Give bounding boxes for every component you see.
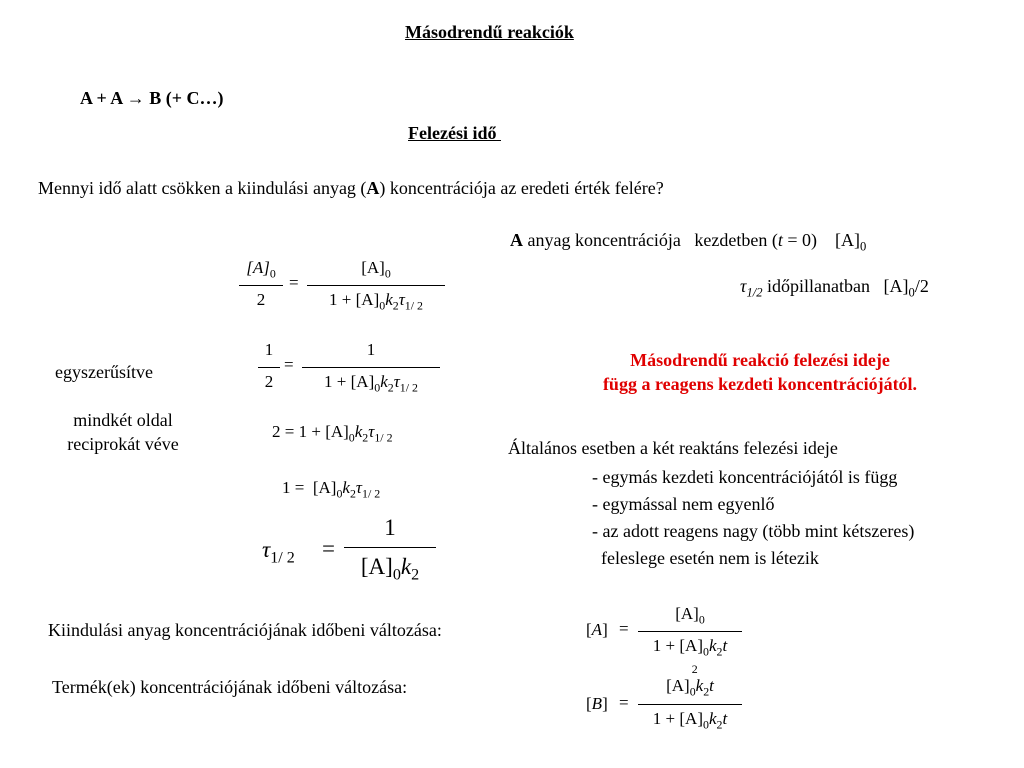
eq2-equals: = bbox=[284, 355, 294, 374]
eq1-rhs-sub: 0 bbox=[384, 266, 391, 281]
eq7-squared: 2 bbox=[691, 662, 698, 676]
question-bold: A bbox=[366, 178, 380, 198]
info-line-2 bbox=[740, 276, 929, 301]
eq1-plus: + bbox=[341, 290, 352, 309]
eq2-tau: τ bbox=[393, 372, 400, 391]
eq3-one: 1 bbox=[298, 422, 308, 441]
eq6-a0: [A] bbox=[679, 636, 703, 655]
eq3-tau: τ bbox=[368, 422, 375, 441]
eq5-k-sub: 2 bbox=[411, 566, 420, 584]
eq1-a0-sub: 0 bbox=[379, 298, 386, 313]
general-heading: Általános esetben a két reaktáns felezési ideje bbox=[508, 438, 838, 458]
general-item: - egymás kezdeti koncentrációjától is függ bbox=[592, 467, 898, 487]
info-line2-end: /2 bbox=[914, 276, 929, 296]
general-item: feleslege esetén nem is létezik bbox=[592, 548, 819, 568]
eq7-one: 1 bbox=[652, 709, 662, 728]
eq3-two: 2 bbox=[272, 422, 281, 441]
eq3-tau-sub: 1/ 2 bbox=[374, 430, 393, 445]
eq3-k: k bbox=[354, 422, 363, 441]
eq3-a0: [A] bbox=[325, 422, 349, 441]
red-line-1: Másodrendű reakció felezési ideje bbox=[630, 350, 890, 370]
info-t: t bbox=[777, 230, 783, 250]
eq2-a0-sub: 0 bbox=[374, 380, 381, 395]
eq2-k-sub: 2 bbox=[387, 380, 394, 395]
eq3-k-sub: 2 bbox=[362, 430, 369, 445]
label-reciprocal-2: reciprokát véve bbox=[67, 434, 179, 454]
eq1-tau-sub: 1/ 2 bbox=[404, 298, 423, 313]
eq1-rhs-num: [A] bbox=[361, 258, 385, 277]
eq1-den: 2 bbox=[256, 290, 266, 309]
eq2-tau-sub: 1/ 2 bbox=[399, 380, 418, 395]
info-line2-sub: 0 bbox=[908, 285, 915, 300]
eq6-num: [A] bbox=[675, 604, 699, 623]
eq7-k-sub: 2 bbox=[716, 717, 723, 732]
eq4-a0-sub: 0 bbox=[336, 486, 343, 501]
question-post: ) koncentrációja az eredeti érték felére? bbox=[379, 178, 664, 198]
eq2-k: k bbox=[380, 372, 388, 391]
equation-6: [A] = $[A]_0$ $1 + [A]_0k_2t$ bbox=[586, 602, 751, 662]
eq4-tau: τ bbox=[355, 478, 362, 497]
question-pre: Mennyi idő alatt csökken a kiindulási anyag ( bbox=[38, 178, 367, 198]
subtitle-text: Felezési idő bbox=[408, 123, 497, 143]
section-subtitle bbox=[408, 123, 501, 144]
label-reciprocal-1: mindkét oldal bbox=[73, 410, 173, 430]
eq5-tau: τ bbox=[262, 537, 271, 562]
eq6-k-sub: 2 bbox=[716, 644, 723, 659]
eq7-num-t: t bbox=[709, 676, 714, 695]
eq3-a0-sub: 0 bbox=[348, 430, 355, 445]
eq4-k-sub: 2 bbox=[349, 486, 356, 501]
eq7-equals: = bbox=[619, 693, 629, 712]
info-line1-text: anyag koncentrációja kezdetben ( bbox=[523, 230, 778, 250]
eq1-k-sub: 2 bbox=[392, 298, 399, 313]
eq1-one: 1 bbox=[329, 290, 338, 309]
eq2-num: 1 bbox=[264, 340, 274, 359]
equation-1 bbox=[235, 256, 450, 316]
red-statement bbox=[545, 348, 975, 396]
eq5-equals: = bbox=[322, 536, 335, 561]
red-line-2: függ a reagens kezdeti koncentrációjától. bbox=[602, 374, 918, 394]
label-reciprocal bbox=[48, 408, 198, 456]
product-label: Termék(ek) koncentrációjának időbeni változása: bbox=[52, 677, 408, 697]
eq7-k: k bbox=[708, 709, 717, 728]
eq4-k: k bbox=[342, 478, 350, 497]
info-line-1 bbox=[510, 230, 866, 255]
eq7-plus: + bbox=[665, 709, 676, 728]
info-line2-text: időpillanatban [A] bbox=[762, 276, 909, 296]
eq1-num-a: [A] bbox=[246, 258, 270, 277]
eq2-plus: + bbox=[336, 372, 347, 391]
question bbox=[38, 178, 664, 199]
general-item: - egymással nem egyenlő bbox=[592, 494, 775, 514]
equation-3 bbox=[272, 422, 393, 445]
page-title: Másodrendű reakciók bbox=[405, 22, 574, 42]
equation-5 bbox=[262, 512, 442, 592]
eq1-a0: [A] bbox=[355, 290, 380, 309]
eq4-a0: [A] bbox=[312, 478, 337, 497]
eq3-equals: = bbox=[284, 422, 295, 441]
label-simplified: egyszerűsítve bbox=[55, 362, 153, 382]
tau-sub: 1/2 bbox=[746, 285, 763, 300]
eq7-a0: [A] bbox=[679, 709, 703, 728]
equation-7: [B] = $[A]_0$ 2 $k_2t$ $1 + [A]_0k_2t$ bbox=[586, 670, 751, 736]
eq5-k: k bbox=[400, 554, 412, 579]
eq4-one: 1 bbox=[282, 478, 291, 497]
eq1-equals: = bbox=[289, 273, 299, 292]
eq6-equals: = bbox=[619, 619, 629, 638]
equation-2 bbox=[258, 338, 443, 398]
reaction-equation: A + A → B (+ C…) bbox=[80, 88, 224, 108]
eq7-t: t bbox=[722, 709, 728, 728]
eq5-num: 1 bbox=[384, 515, 396, 540]
eq5-tau-sub: 1/ 2 bbox=[270, 549, 295, 567]
eq6-num-sub: 0 bbox=[698, 612, 705, 627]
eq7-num: [A] bbox=[666, 676, 690, 695]
eq1-k: k bbox=[385, 290, 393, 309]
eq6-k: k bbox=[708, 636, 717, 655]
eq5-a0: [A] bbox=[360, 554, 393, 579]
info-a-bold: A bbox=[510, 230, 523, 250]
eq2-a0: [A] bbox=[350, 372, 375, 391]
tau-symbol: τ bbox=[740, 276, 747, 296]
reactant-label: Kiindulási anyag koncentrációjának időbeni változása: bbox=[48, 620, 442, 640]
general-list bbox=[592, 464, 914, 572]
eq4-tau-sub: 1/ 2 bbox=[362, 486, 381, 501]
eq6-a0-sub: 0 bbox=[703, 644, 709, 659]
eq7-num-sub: 0 bbox=[689, 684, 696, 699]
eq3-plus: + bbox=[311, 422, 321, 441]
eq1-tau: τ bbox=[398, 290, 405, 309]
info-line1-eq: = 0) [A] bbox=[782, 230, 861, 250]
equation-4 bbox=[282, 478, 380, 501]
eq2-rhs-num: 1 bbox=[366, 340, 376, 359]
eq2-one: 1 bbox=[324, 372, 333, 391]
general-item: - az adott reagens nagy (több mint kétszeres) bbox=[592, 521, 915, 541]
eq7-num-k: k bbox=[695, 676, 704, 695]
eq6-t: t bbox=[722, 636, 728, 655]
eq2-den: 2 bbox=[264, 372, 274, 391]
eq6-plus: + bbox=[665, 636, 676, 655]
info-line1-sub: 0 bbox=[860, 239, 867, 254]
eq7-a0-sub: 0 bbox=[703, 717, 709, 732]
eq5-a0-sub: 0 bbox=[392, 566, 401, 584]
eq4-equals: = bbox=[294, 478, 305, 497]
eq7-num-k-sub: 2 bbox=[703, 684, 710, 699]
eq1-sub: 0 bbox=[269, 266, 276, 281]
eq6-one: 1 bbox=[652, 636, 662, 655]
